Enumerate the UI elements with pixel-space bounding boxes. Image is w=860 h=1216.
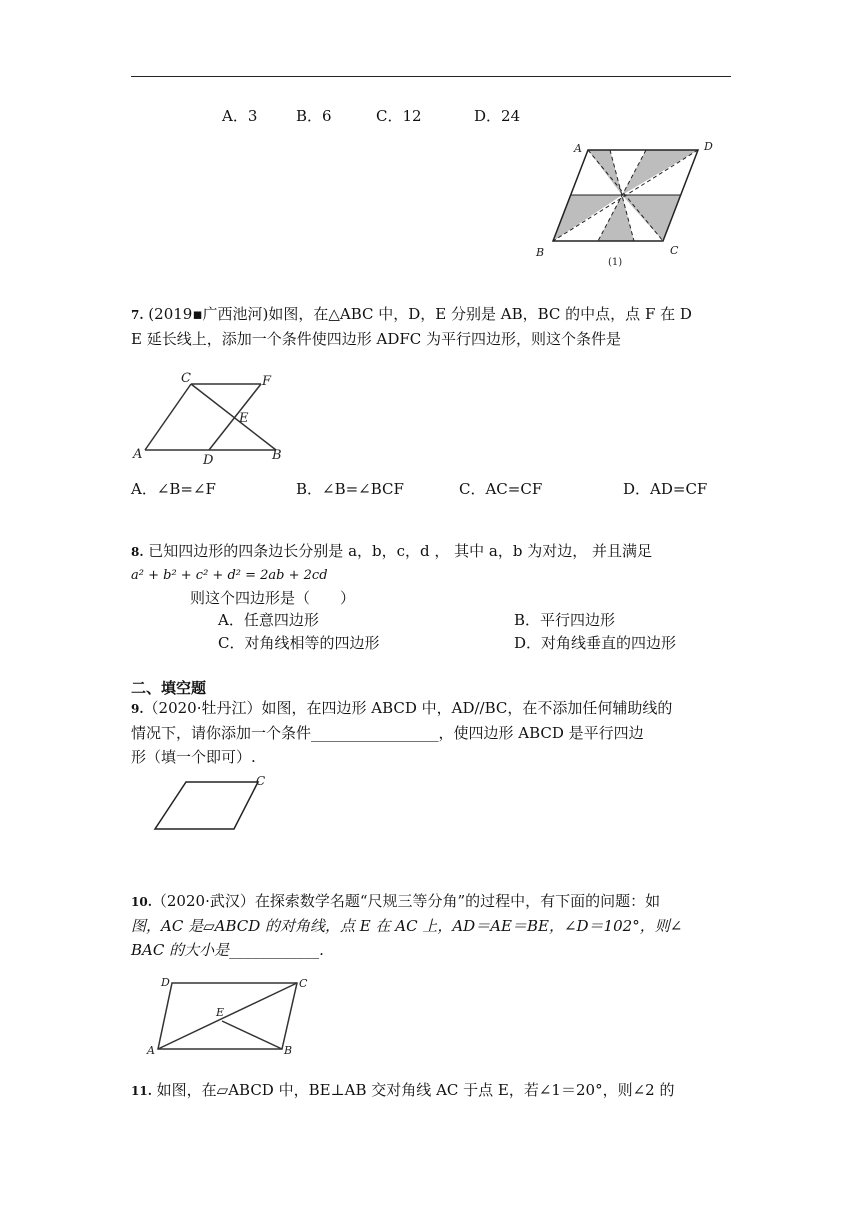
q10-segment-eb [222,1021,282,1049]
q10-number: 10. [131,895,152,909]
header-rule [131,76,731,77]
q7-figure [131,368,301,468]
q7-label-a: A [133,447,143,462]
q6-label-c: C [670,244,679,257]
q8-option-d: D．对角线垂直的四边形 [514,634,677,652]
q7-label-b: B [272,448,282,463]
q6-label-b: B [536,246,545,259]
q7-label-c: C [181,371,191,386]
q9-figure [150,772,280,836]
q7-label-f: F [262,374,272,389]
q7-option-d: D．AD=CF [623,480,708,498]
q10-diagonal-ac [158,983,297,1049]
q10-label-b: B [284,1044,293,1057]
q6-option-d: D．24 [474,107,521,125]
q8-option-b: B．平行四边形 [514,611,616,629]
q8-text: 已知四边形的四条边长分别是 a，b，c，d ， 其中 a，b 为对边， 并且满足 [143,542,653,560]
q7-segment-df [209,384,261,450]
q8-text-line [131,541,652,562]
q10-label-e: E [216,1006,225,1019]
q7-segment-cb [191,384,276,450]
q10-text [131,889,731,962]
q8-formula: a² + b² + c² + d² = 2ab + 2cd [131,568,328,583]
q7-option-a: A．∠B=∠F [131,480,216,498]
q9-text [131,696,731,769]
q6-option-c: C．12 [376,107,422,125]
q9-line3: 形（填一个即可）. [131,748,256,766]
q7-option-c: C．AC=CF [459,480,543,498]
q6-option-b: B．6 [296,107,332,125]
q10-line1: （2020·武汉）在探索数学名题“尺规三等分角”的过程中，有下面的问题：如 [151,892,661,910]
q7-text [131,302,731,351]
q6-label-a: A [574,142,582,155]
q10-line3: BAC 的大小是____________. [131,941,324,959]
q7-line2: E 延长线上，添加一个条件使四边形 ADFC 为平行四边形，则这个条件是 [131,330,622,348]
q10-label-c: C [299,977,308,990]
q6-option-a: A．3 [222,107,258,125]
q7-label-d: D [203,453,214,468]
q8-number: 8. [131,545,144,559]
q9-line1: （2020·牡丹江）如图，在四边形 ABCD 中，AD//BC，在不添加任何辅助线的 [143,699,673,717]
q11-text-line [131,1080,674,1101]
q10-figure [145,972,320,1062]
q8-prompt: 则这个四边形是（ ） [190,589,356,607]
q9-quadrilateral [155,782,258,829]
q6-figure [530,136,730,271]
q6-shaded-triangle [622,150,698,195]
q9-label-c: C [256,774,266,788]
q7-segment-ac [145,384,191,450]
q8-option-a: A．任意四边形 [218,611,319,629]
q7-line1: (2019▪广西池河)如图，在△ABC 中，D，E 分别是 AB，BC 的中点，点 F 在 D [143,305,692,323]
q7-option-b: B．∠B=∠BCF [296,480,404,498]
q10-label-d: D [161,976,170,989]
q7-label-e: E [239,411,249,426]
q11-text: 如图，在▱ABCD 中，BE⊥AB 交对角线 AC 于点 E，若∠1＝20°，则∠2 的 [151,1081,675,1099]
q9-line2: 情况下，请你添加一个条件_________________，使四边形 ABCD 是平行四边 [131,724,644,742]
q9-number: 9. [131,702,144,716]
q10-line2: 图，AC 是▱ABCD 的对角线，点 E 在 AC 上，AD＝AE＝BE，∠D＝102°，则∠ [131,917,683,935]
q7-number: 7. [131,308,144,322]
q11-number: 11. [131,1084,152,1098]
q6-caption: (1) [608,257,623,268]
section-title: 二、填空题 [131,679,207,697]
q8-option-c: C．对角线相等的四边形 [218,634,380,652]
q10-label-a: A [147,1044,155,1057]
q6-label-d: D [704,140,713,153]
